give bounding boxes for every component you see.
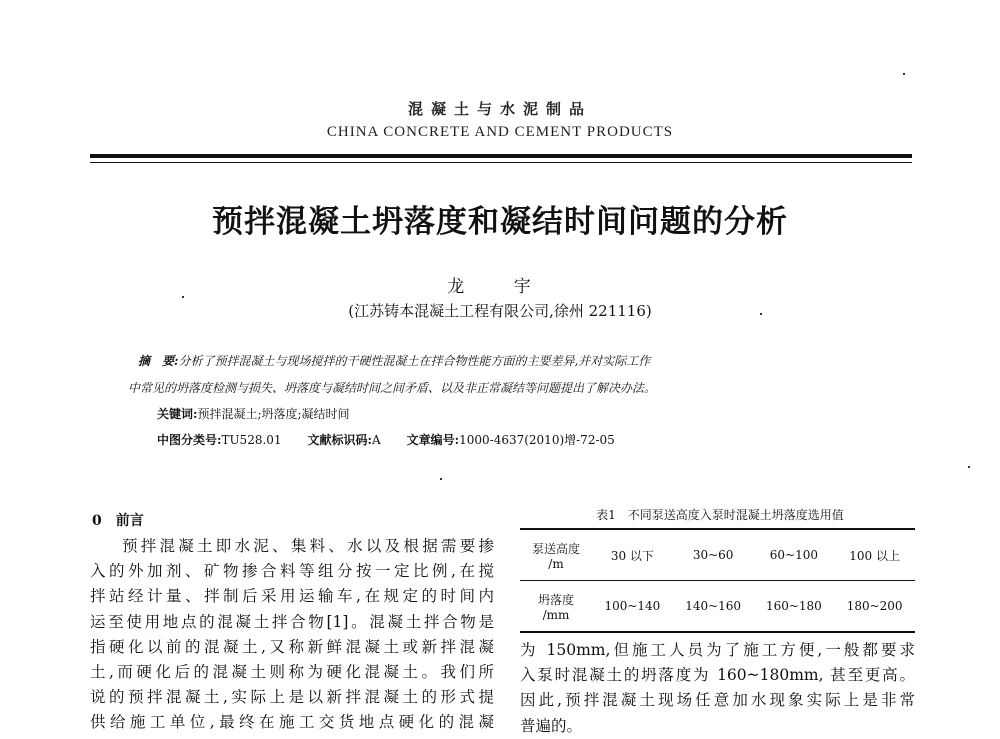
article-id-value: 1000-4637(2010)增-72-05 xyxy=(459,433,615,447)
scan-speck xyxy=(968,466,970,468)
body-line: 因此,预拌混凝土现场任意加水现象实际上是非常 xyxy=(520,691,915,710)
scan-speck xyxy=(903,73,905,75)
clc-label: 中图分类号: xyxy=(157,433,222,447)
body-text-right xyxy=(520,638,915,739)
body-line: 为 150mm,但施工人员为了施工方便,一般都要求 xyxy=(520,641,915,659)
header-rule-thick xyxy=(90,154,912,158)
scan-speck xyxy=(760,313,762,315)
article-author: 龙 宇 xyxy=(447,277,553,297)
body-line: 指硬化以前的混凝土,又称新鲜混凝土或新拌混凝 xyxy=(90,637,494,656)
body-line: 供给施工单位,最终在施工交货地点硬化的混凝 xyxy=(90,713,494,732)
doc-code-value: A xyxy=(371,433,381,447)
table-cell: 60~100 xyxy=(754,529,835,581)
journal-title-cn: 混凝土与水泥制品 xyxy=(407,100,592,118)
scan-speck xyxy=(182,296,184,298)
article-id-label: 文章编号: xyxy=(406,433,460,447)
body-line: 普遍的。 xyxy=(520,716,583,735)
row-label: 坍落度 xyxy=(537,592,574,607)
table-cell: 100~140 xyxy=(592,581,673,633)
author-affiliation: (江苏铸本混凝土工程有限公司,徐州 221116) xyxy=(348,302,652,320)
clc-value: TU528.01 xyxy=(221,433,282,447)
table-row xyxy=(520,581,915,633)
abstract-label: 摘 要: xyxy=(138,354,179,368)
scan-speck xyxy=(440,478,442,480)
abstract-line-2: 中常见的坍落度检测与损失、坍落度与凝结时间之间矛盾、以及非正常凝结等问题提出了解决办法。 xyxy=(128,381,657,395)
table-cell: 100 以上 xyxy=(834,529,915,581)
doc-code-label: 文献标识码: xyxy=(307,433,372,447)
body-line: 入的外加剂、矿物掺合料等组分按一定比例,在搅 xyxy=(90,562,494,581)
abstract-line-1 xyxy=(138,352,650,369)
journal-title-en: CHINA CONCRETE AND CEMENT PRODUCTS xyxy=(326,124,674,140)
header-rule-thin xyxy=(90,162,912,163)
body-text-left xyxy=(90,534,494,736)
table-caption: 表1 不同泵送高度入泵时混凝土坍落度选用值 xyxy=(596,508,844,522)
table-cell: 140~160 xyxy=(673,581,754,633)
slump-table xyxy=(520,528,915,633)
body-line: 拌站经计量、拌制后采用运输车,在规定的时间内 xyxy=(90,587,494,606)
abstract-text-1: 分析了预拌混凝土与现场搅拌的干硬性混凝土在拌合物性能方面的主要差异,并对实际工作 xyxy=(178,354,651,368)
keywords-value: 预拌混凝土;坍落度;凝结时间 xyxy=(197,407,350,421)
table-cell: 160~180 xyxy=(754,581,835,633)
table-cell: 180~200 xyxy=(834,581,915,633)
keywords-label: 关键词: xyxy=(157,407,198,421)
section-heading: 0 前言 xyxy=(92,513,144,529)
body-line: 说的预拌混凝土,实际上是以新拌混凝土的形式提 xyxy=(90,688,494,707)
table-row-header xyxy=(520,581,592,633)
table-cell: 30 以下 xyxy=(592,529,673,581)
body-line: 土,而硬化后的混凝土则称为硬化混凝土。我们所 xyxy=(90,663,494,682)
row-unit: /mm xyxy=(542,607,570,622)
keywords-line xyxy=(157,405,350,422)
article-title: 预拌混凝土坍落度和凝结时间问题的分析 xyxy=(212,204,788,240)
table-row xyxy=(520,529,915,581)
row-unit: /m xyxy=(548,556,564,571)
body-line: 运至使用地点的混凝土拌合物[1]。混凝土拌合物是 xyxy=(90,612,494,631)
body-line: 预拌混凝土即水泥、集料、水以及根据需要掺 xyxy=(122,537,494,555)
table-cell: 30~60 xyxy=(673,529,754,581)
row-label: 泵送高度 xyxy=(531,541,580,556)
classification-line xyxy=(157,431,615,448)
table-row-header xyxy=(520,529,592,581)
body-line: 入泵时混凝土的坍落度为 160~180mm, 甚至更高。 xyxy=(520,666,915,685)
